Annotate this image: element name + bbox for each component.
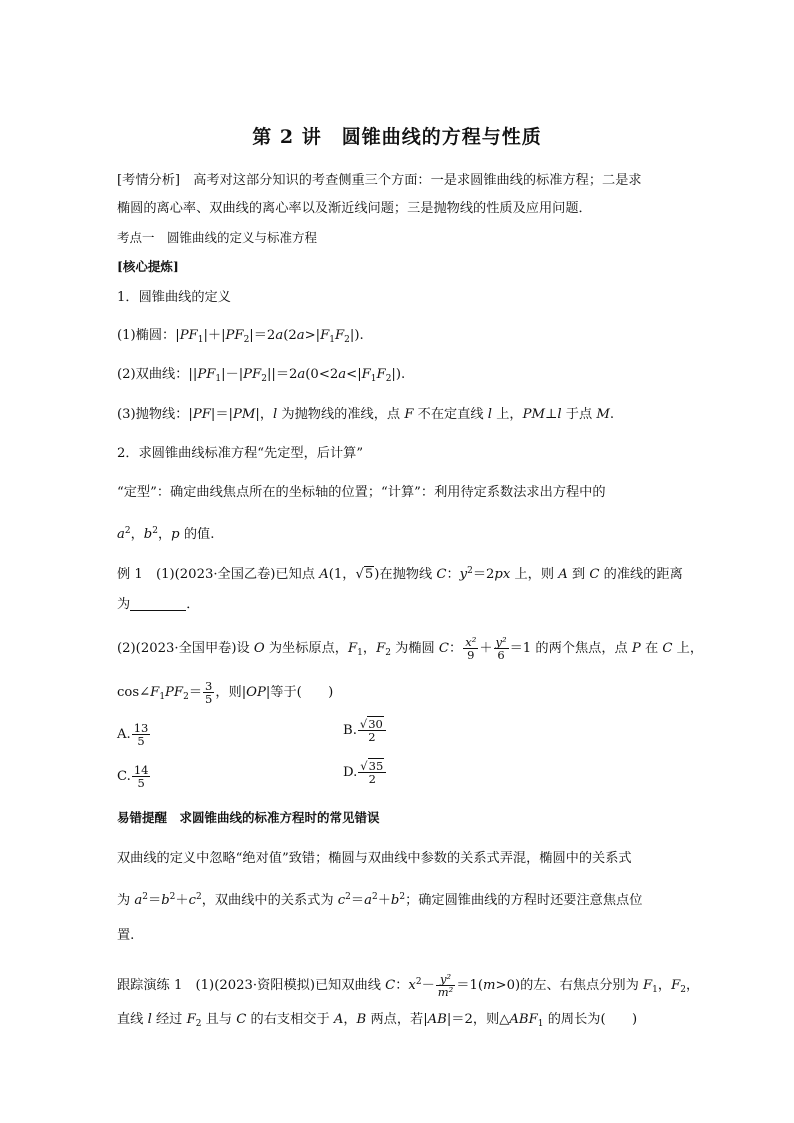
option-b[interactable]: B. $\frac{√30}{2}$ bbox=[343, 718, 387, 743]
practice-1-line-2: 直线 l 经过 $F_2$ 且与 C 的右支相交于 A，B 两点，若|AB|＝2，则$\triangle ABF_1$ 的周长为( ) bbox=[117, 1012, 638, 1029]
warning-heading: 易错提醒 求圆锥曲线的标准方程时的常见错误 bbox=[117, 810, 380, 825]
example-1-part-1-line-1: 例 1 (1)(2023·全国乙卷)已知点 A(1，√5)在抛物线 C：$y^2=2px$ 上，则 A 到 C 的准线的距离 bbox=[117, 566, 683, 582]
analysis-label: [考情分析] bbox=[117, 173, 181, 188]
warning-line-3: 置. bbox=[117, 928, 135, 943]
answer-blank[interactable] bbox=[130, 596, 186, 611]
section-2-text-2: $a^2$，$b^2$，p 的值. bbox=[117, 526, 215, 542]
definition-hyperbola: (2)双曲线：$||PF_1|-|PF_2||=2a(0<2a<|F_1F_2|)$. bbox=[117, 367, 406, 384]
kaodian-heading: 考点一 圆锥曲线的定义与标准方程 bbox=[117, 230, 318, 245]
definition-parabola: (3)抛物线：|PF|＝|PM|，l 为抛物线的准线，点 F 不在定直线 l 上，PM⊥l 于点 M. bbox=[117, 407, 615, 422]
example-1-part-1-line-2: 为 ． bbox=[117, 597, 200, 612]
analysis-line-1 bbox=[117, 172, 682, 190]
practice-1-line-1: 跟踪演练 1 (1)(2023·资阳模拟)已知双曲线 C：$x^2-$ $\frac{\text{y²}}{\text{m²}}$ ＝1(m>0)的左、右焦点分别为 $F_1$，$F_2$， bbox=[117, 972, 700, 999]
warning-line-1: 双曲线的定义中忽略“绝对值”致错；椭圆与双曲线中参数的关系式弄混，椭圆中的关系式 bbox=[117, 851, 632, 866]
fraction-3-5: $\frac{3}{5}$ bbox=[205, 679, 213, 706]
page-title: 第 2 讲 圆锥曲线的方程与性质 bbox=[252, 126, 542, 148]
section-2-text-1: “定型”：确定曲线焦点所在的坐标轴的位置；“计算”：利用待定系数法求出方程中的 bbox=[117, 485, 606, 500]
option-c[interactable]: C. $\frac{14}{5}$ bbox=[117, 763, 149, 790]
example-1-part-2-line-1: (2)(2023·全国甲卷)设 O 为坐标原点，$F_1$，$F_2$ 为椭圆 C： $\frac{\text{x²}}{9}$ ＋ $\frac{\text{y²}}{6}$ ＝1 的两个焦点，点 P 在 C 上， bbox=[117, 635, 704, 662]
analysis-text-1: 高考对这部分知识的考查侧重三个方面：一是求圆锥曲线的标准方程；二是求 bbox=[193, 173, 642, 188]
warning-line-2: 为 $a^2=b^2+c^2$，双曲线中的关系式为 $c^2=a^2+b^2$；确定圆锥曲线的方程时还要注意焦点位 bbox=[117, 892, 643, 908]
example-1-part-2-line-2: $\cos\angle F_1PF_2=$ $\frac{3}{5}$ ，则|OP|等于( ) bbox=[117, 679, 334, 706]
hexin-heading: [核心提炼] bbox=[117, 259, 179, 274]
option-d[interactable]: D. $\frac{√35}{2}$ bbox=[343, 760, 387, 785]
sqrt-symbol: √5 bbox=[355, 567, 374, 582]
definition-ellipse: (1)椭圆：$|PF_1|+|PF_2|=2a(2a>|F_1F_2|)$. bbox=[117, 328, 364, 345]
section-1-heading: 1．圆锥曲线的定义 bbox=[117, 290, 231, 305]
section-2-heading: 2．求圆锥曲线标准方程“先定型，后计算” bbox=[117, 446, 364, 461]
fraction-y2-m2: $\frac{\text{y²}}{\text{m²}}$ bbox=[437, 972, 454, 999]
fraction-y2-6: $\frac{\text{y²}}{6}$ bbox=[495, 635, 507, 662]
option-a[interactable]: A. $\frac{13}{5}$ bbox=[117, 721, 149, 748]
analysis-line-2: 椭圆的离心率、双曲线的离心率以及渐近线问题；三是抛物线的性质及应用问题． bbox=[117, 201, 592, 216]
fraction-x2-9: $\frac{\text{x²}}{9}$ bbox=[465, 635, 477, 662]
